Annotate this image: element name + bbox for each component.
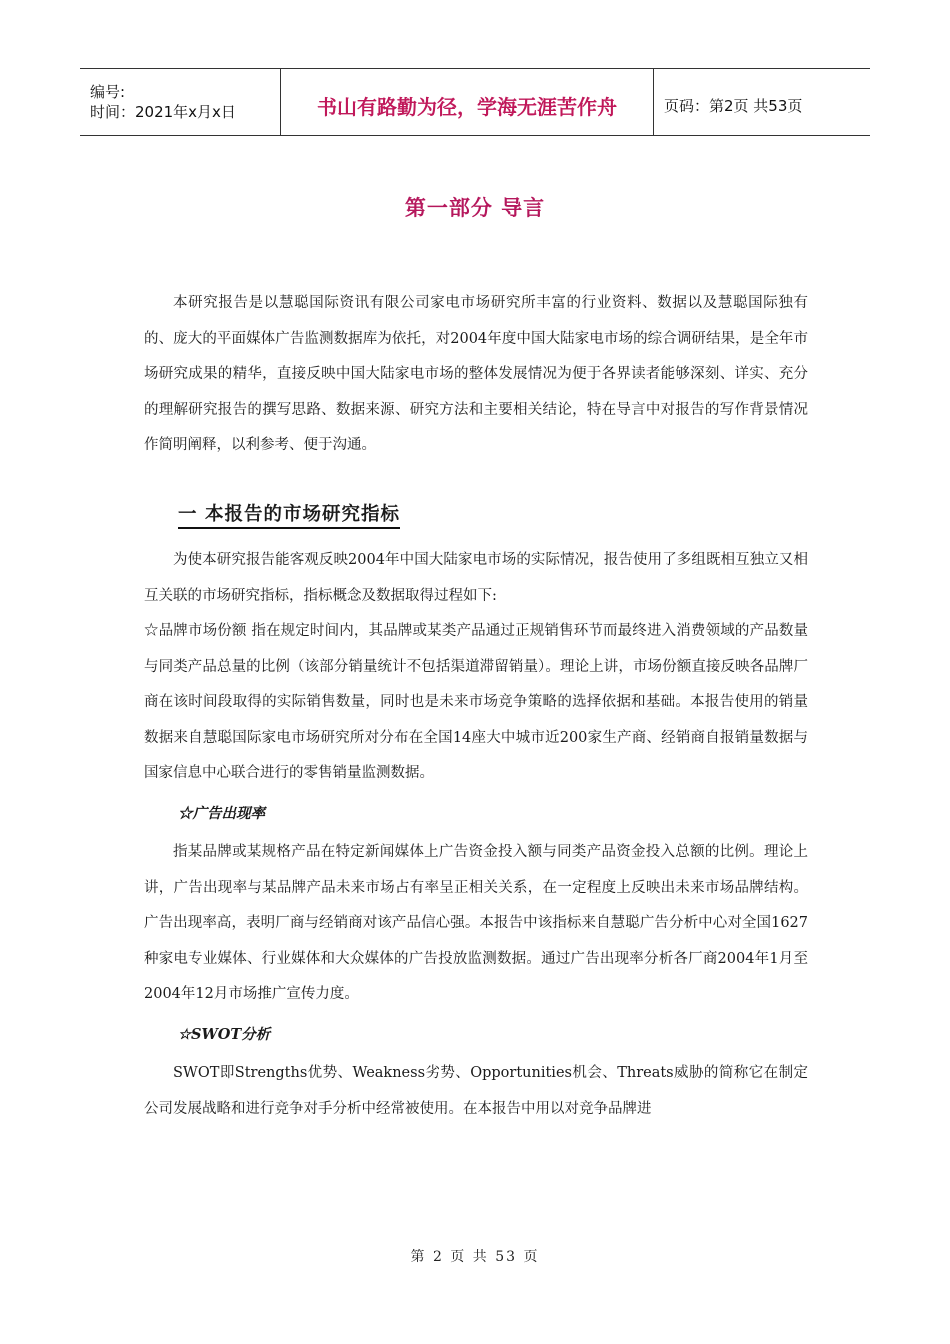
document-body [144, 286, 808, 1127]
section-heading [144, 497, 808, 533]
header-meta [80, 69, 280, 135]
swot-paragraph: SWOT即Strengths优势、Weakness劣势、Opportunities机会、Threats威胁的简称它在制定公司发展战略和进行竞争对手分析中经常被使用。在本报告中用以对竞争品牌进 [144, 1065, 808, 1117]
section-intro-paragraph: 为使本研究报告能客观反映2004年中国大陆家电市场的实际情况，报告使用了多组既相互独立又相互关联的市场研究指标，指标概念及数据取得过程如下: [144, 552, 808, 604]
document-header [80, 68, 870, 136]
page-title: 第一部分 导言 [404, 196, 546, 220]
intro-paragraph: 本研究报告是以慧聪国际资讯有限公司家电市场研究所丰富的行业资料、数据以及慧聪国际独有的、庞大的平面媒体广告监测数据库为依托，对2004年度中国大陆家电市场的综合调研结果，是全年市场研究成果的精华，直接反映中国大陆家电市场的整体发展情况为便于各界读者能够深刻、详实、充分的理解研究报告的撰写思路、数据来源、研究方法和主要相关结论，特在导言中对报告的写作背景情况作简明阐释，以利参考、便于沟通。 [144, 295, 808, 453]
motto-text: 书山有路勤为径，学海无涯苦作舟 [317, 94, 617, 119]
ad-rate-paragraph: 指某品牌或某规格产品在特定新闻媒体上广告资金投入额与同类产品资金投入总额的比例。理论上讲，广告出现率与某品牌产品未来市场占有率呈正相关关系，在一定程度上反映出未来市场品牌结构。广告出现率高，表明厂商与经销商对该产品信心强。本报告中该指标来自慧聪广告分析中心对全国1627种家电专业媒体、行业媒体和大众媒体的广告投放监测数据。通过广告出现率分析各厂商2004年1月至2004年12月市场推广宣传力度。 [144, 844, 808, 1002]
brand-share-paragraph: ☆品牌市场份额 指在规定时间内，其品牌或某类产品通过正规销售环节而最终进入消费领域的产品数量与同类产品总量的比例（该部分销量统计不包括渠道滞留销量）。理论上讲，市场份额直接反映各品牌厂商在该时间段取得的实际销售数量，同时也是未来市场竞争策略的选择依据和基础。本报告使用的销量数据来自慧聪国际家电市场研究所对分布在全国14座大中城市近200家生产商、经销商自报销量数据与国家信息中心联合进行的零售销量监测数据。 [144, 623, 808, 781]
header-page-info [654, 69, 870, 135]
page-footer: 第 2 页 共 53 页 [410, 1249, 540, 1265]
header-motto [280, 69, 654, 135]
section-heading-text: 一 本报告的市场研究指标 [178, 504, 400, 529]
swot-heading: ☆SWOT分析 [178, 1025, 271, 1043]
time-label: 时间：2021年x月x日 [90, 103, 236, 121]
ad-rate-heading: ☆广告出现率 [178, 804, 265, 822]
number-label: 编号: [90, 83, 126, 101]
page-info-text: 页码：第2页 共53页 [664, 96, 803, 115]
